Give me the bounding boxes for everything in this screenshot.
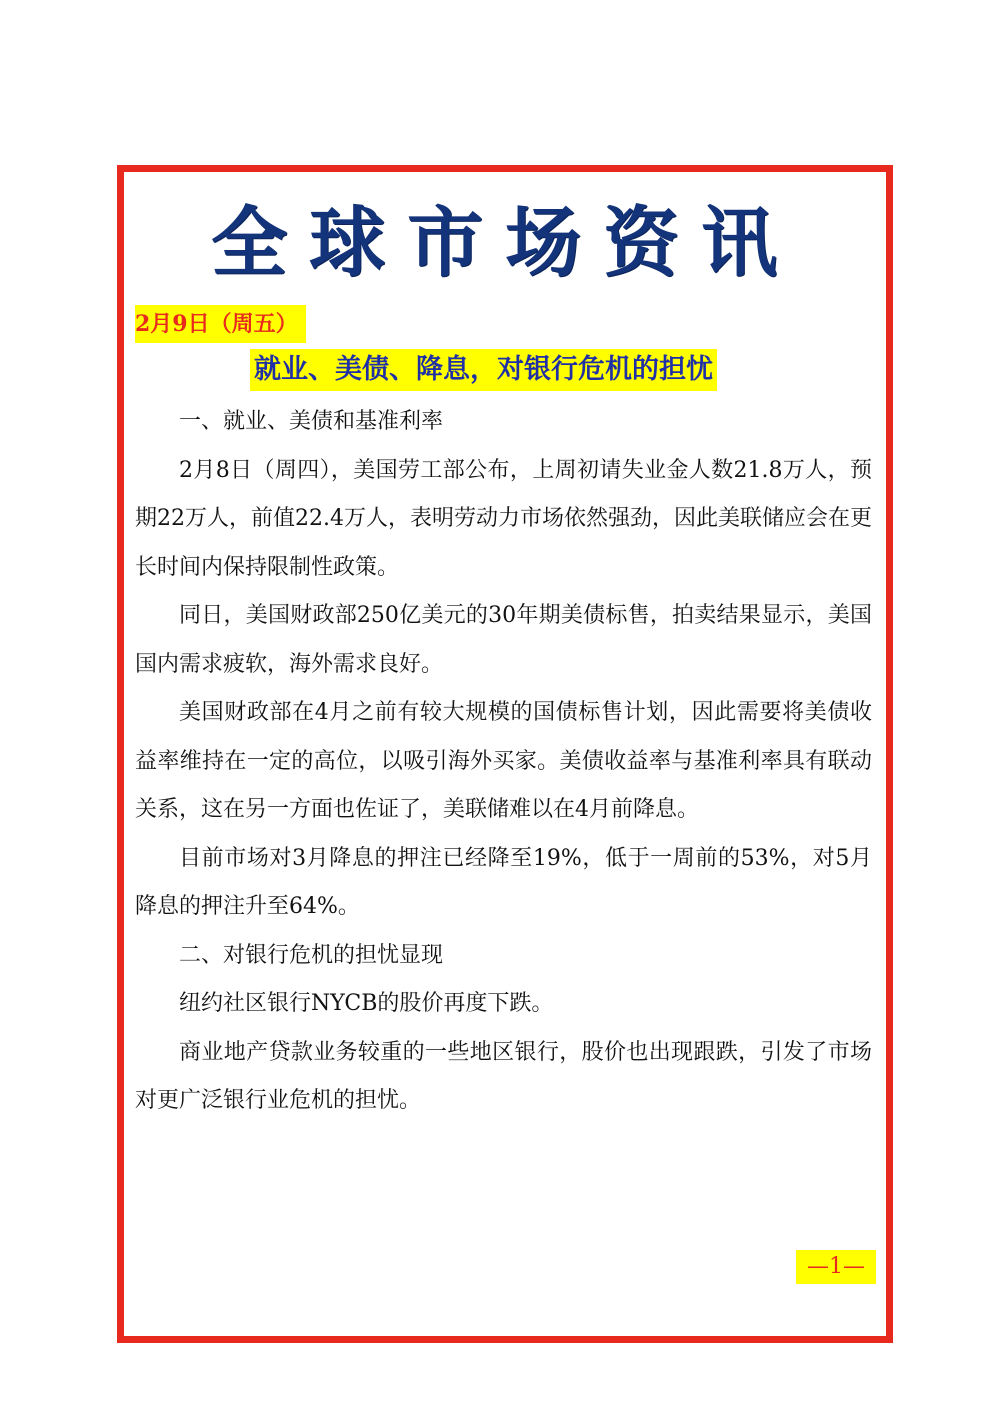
document-title: 全球市场资讯 xyxy=(211,198,799,287)
date-label: 2月9日（周五） xyxy=(135,305,306,343)
paragraph: 纽约社区银行NYCB的股价再度下跌。 xyxy=(179,991,554,1016)
headline: 就业、美债、降息，对银行危机的担忧 xyxy=(250,349,717,391)
page-number: —1— xyxy=(796,1250,876,1284)
paragraph: 美国财政部在4月之前有较大规模的国债标售计划，因此需要将美债收益率维持在一定的高位，以吸引海外买家。美债收益率与基准利率具有联动关系，这在另一方面也佐证了，美联储难以在4月前降息。 xyxy=(135,700,872,822)
section-heading: 一、就业、美债和基准利率 xyxy=(179,409,444,434)
paragraph: 商业地产贷款业务较重的一些地区银行，股价也出现跟跌，引发了市场对更广泛银行业危机的担忧。 xyxy=(135,1039,872,1113)
paragraph: 同日，美国财政部250亿美元的30年期美债标售，拍卖结果显示，美国国内需求疲软，海外需求良好。 xyxy=(135,603,872,677)
paragraph: 2月8日（周四），美国劳工部公布，上周初请失业金人数21.8万人，预期22万人，前值22.4万人，表明劳动力市场依然强劲，因此美联储应会在更长时间内保持限制性政策。 xyxy=(135,457,872,580)
paragraph: 目前市场对3月降息的押注已经降至19%，低于一周前的53%，对5月降息的押注升至64%。 xyxy=(135,845,872,919)
article-body xyxy=(135,398,872,1126)
section-heading: 二、对银行危机的担忧显现 xyxy=(179,942,444,968)
